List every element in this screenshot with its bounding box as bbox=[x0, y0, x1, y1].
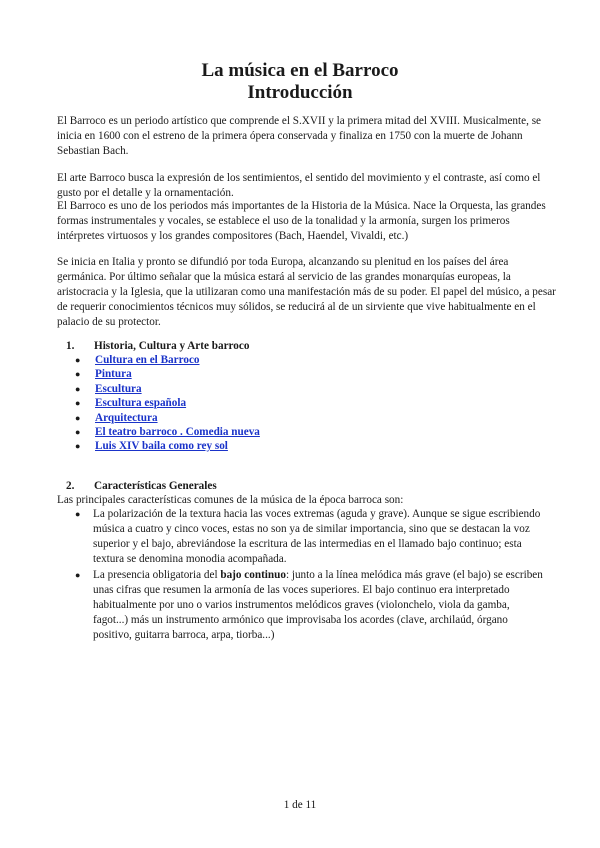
page-number: 1 de 11 bbox=[283, 799, 317, 811]
list-item bbox=[75, 367, 260, 381]
link-escultura[interactable]: Escultura bbox=[95, 382, 142, 395]
bullet-icon: ● bbox=[75, 398, 81, 409]
characteristic-bajo-continuo-term: bajo continuo bbox=[220, 569, 286, 581]
section-1-heading bbox=[66, 339, 249, 354]
page-title: La música en el Barroco bbox=[201, 60, 399, 81]
list-item bbox=[75, 507, 545, 567]
characteristic-bajo-continuo-text: : junto a la línea melódica más grave (el bajo) se escriben unas cifras que resumen la armonía de las voces superiores. El bajo continuo era interpretado habitualmente por uno o varios instrumentos melódicos graves (violonchelo, viola da gamba, fagot...) más un instrumento armónico que improvisaba los acordes (clave, archilaúd, órgano positivo, guitarra barroca, arpa, tiorba...) bbox=[93, 569, 543, 641]
list-item bbox=[75, 425, 260, 439]
section-1-link-list bbox=[75, 353, 260, 454]
section-2-heading bbox=[66, 479, 217, 494]
bullet-icon: ● bbox=[75, 570, 81, 580]
list-item bbox=[75, 439, 260, 453]
bullet-icon: ● bbox=[75, 427, 81, 438]
section-1-title: Historia, Cultura y Arte barroco bbox=[94, 340, 250, 352]
paragraph-importance: El Barroco es uno de los periodos más importantes de la Historia de la Música. Nace la Orquesta, las grandes formas instrumentales y vocales, se establece el uso de la tonalidad y la armonía, surgen los primeros intérpretes virtuosos y los grandes compositores (Bach, Haendel, Vivaldi, etc.) bbox=[57, 200, 546, 242]
section-2-intro: Las principales características comunes de la música de la época barroca son: bbox=[57, 494, 404, 506]
link-luis-xiv[interactable]: Luis XIV baila como rey sol bbox=[95, 440, 228, 453]
link-cultura-barroco[interactable]: Cultura en el Barroco bbox=[95, 354, 200, 366]
list-item bbox=[75, 396, 260, 410]
list-item bbox=[75, 382, 260, 396]
section-2-list bbox=[75, 507, 545, 643]
link-teatro-barroco[interactable]: El teatro barroco . Comedia nueva bbox=[95, 426, 260, 439]
bullet-icon: ● bbox=[75, 412, 81, 423]
page-subtitle: Introducción bbox=[247, 82, 353, 103]
paragraph-intro: El Barroco es un periodo artístico que comprende el S.XVII y la primera mitad del XVIII. Musicalmente, se inicia en 1600 con el estreno de la primera ópera conservada y finaliza en 1750 con la muerte de Johann Sebastian Bach. bbox=[57, 115, 542, 157]
section-2-title: Características Generales bbox=[94, 480, 217, 492]
list-item bbox=[75, 568, 545, 643]
bullet-icon: ● bbox=[75, 355, 81, 365]
bullet-icon: ● bbox=[75, 383, 81, 394]
link-arquitectura[interactable]: Arquitectura bbox=[95, 411, 158, 424]
link-pintura[interactable]: Pintura bbox=[95, 368, 132, 381]
bullet-icon: ● bbox=[75, 441, 81, 452]
section-2-number: 2. bbox=[66, 480, 75, 492]
list-item bbox=[75, 411, 260, 425]
section-1-number: 1. bbox=[66, 340, 75, 352]
link-escultura-espanola[interactable]: Escultura española bbox=[95, 397, 187, 410]
list-item bbox=[75, 353, 260, 367]
bullet-icon: ● bbox=[75, 369, 81, 380]
characteristic-bajo-continuo-prefix: La presencia obligatoria del bbox=[93, 569, 221, 581]
bullet-icon: ● bbox=[75, 509, 81, 519]
characteristic-texture: La polarización de la textura hacia las voces extremas (aguda y grave). Aunque se sigue escribiendo música a cuatro y cinco voces, estas no son ya de similar importancia, sino que se destacan la voz superior y el bajo, abreviándose la escritura de las intermedias en el llamado bajo continuo; esta textura se denomina monodia acompañada. bbox=[93, 508, 541, 565]
paragraph-art: El arte Barroco busca la expresión de los sentimientos, el sentido del movimiento y el contraste, así como el gusto por el detalle y la ornamentación. bbox=[57, 172, 541, 199]
paragraph-spread: Se inicia en Italia y pronto se difundió por toda Europa, alcanzando su plenitud en los países del área germánica. Por último señalar que la música estará al servicio de las grandes monarquías europeas, la aristocracia y la Iglesia, que la utilizaran como una manifestación más de su poder. El papel del músico, a pesar de requerir conocimientos técnicos muy sólidos, se reducirá al de un sirviente que vive habitualmente en el palacio de su protector. bbox=[57, 256, 556, 328]
